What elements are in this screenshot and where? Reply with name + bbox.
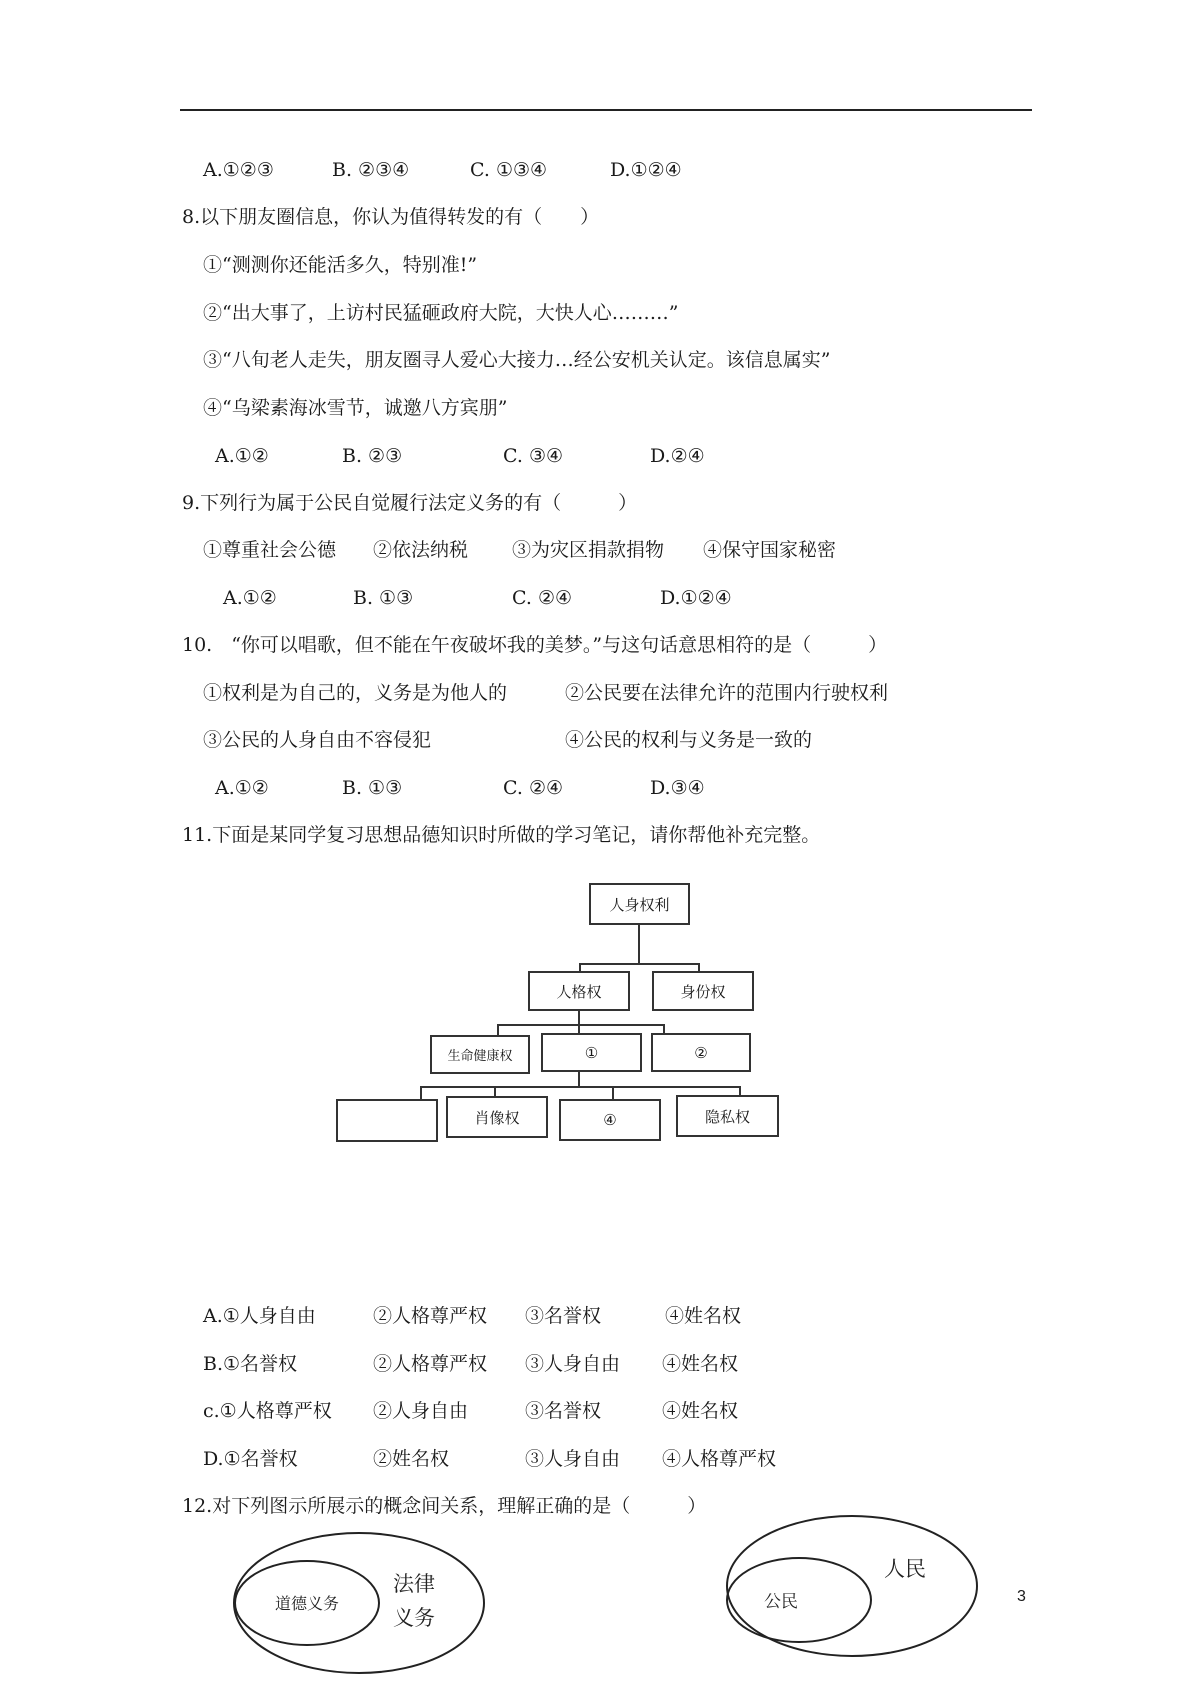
q10-item-1: ①权利是为自己的，义务是为他人的 [203, 682, 508, 704]
legal-label-2: 义务 [393, 1606, 435, 1630]
q10-item-3: ③公民的人身自由不容侵犯 [203, 729, 432, 751]
node-portrait-rights: 肖像权 [446, 1096, 548, 1138]
q7-option-b[interactable]: B. ②③④ [332, 159, 410, 181]
q11-option-c-4: ④姓名权 [662, 1400, 739, 1422]
q9-item-1: ①尊重社会公德 [203, 539, 337, 561]
q8-item-4: ④“乌梁素海冰雪节，诚邀八方宾朋” [203, 397, 508, 419]
q11-option-d-4: ④人格尊严权 [662, 1448, 777, 1470]
node-blank-4: ④ [559, 1099, 661, 1141]
node-personality-rights: 人格权 [528, 971, 630, 1011]
q9-item-4: ④保守国家秘密 [703, 539, 837, 561]
venn-right [727, 1516, 977, 1656]
node-blank-1: ① [541, 1033, 642, 1072]
q11-option-a-4: ④姓名权 [665, 1305, 742, 1327]
q8-option-d[interactable]: D.②④ [650, 445, 705, 467]
page-number: 3 [1017, 1588, 1026, 1605]
citizen-ellipse [727, 1558, 871, 1642]
node-root: 人身权利 [589, 883, 690, 925]
venn-left [234, 1533, 484, 1673]
q8-option-a[interactable]: A.①② [215, 445, 269, 467]
q8-item-3: ③“八旬老人走失，朋友圈寻人爱心大接力…经公安机关认定。该信息属实” [203, 349, 831, 371]
node-blank-2: ② [651, 1033, 751, 1072]
q10-item-4: ④公民的权利与义务是一致的 [565, 729, 813, 751]
q9-item-2: ②依法纳税 [373, 539, 469, 561]
node-identity-rights: 身份权 [652, 971, 754, 1011]
q11-option-a[interactable]: A.①人身自由 [203, 1305, 316, 1327]
q9-option-d[interactable]: D.①②④ [660, 587, 732, 609]
q7-option-c[interactable]: C. ①③④ [470, 159, 548, 181]
q11-option-c-2: ②人身自由 [373, 1400, 469, 1422]
q8-option-b[interactable]: B. ②③ [342, 445, 403, 467]
q9-stem: 9.下列行为属于公民自觉履行法定义务的有（ ） [182, 492, 638, 514]
q10-item-2: ②公民要在法律允许的范围内行驶权利 [565, 682, 889, 704]
q11-option-b-4: ④姓名权 [662, 1353, 739, 1375]
q10-option-a[interactable]: A.①② [215, 777, 269, 799]
q10-stem: 10. “你可以唱歌，但不能在午夜破坏我的美梦。”与这句话意思相符的是（ ） [182, 634, 888, 656]
q11-option-d[interactable]: D.①名誉权 [203, 1448, 298, 1470]
q11-option-b-3: ③人身自由 [525, 1353, 621, 1375]
q11-option-d-3: ③人身自由 [525, 1448, 621, 1470]
q8-option-c[interactable]: C. ③④ [503, 445, 564, 467]
q11-option-c-3: ③名誉权 [525, 1400, 602, 1422]
moral-duty-label: 道德义务 [274, 1594, 340, 1613]
legal-label-1: 法律 [393, 1572, 435, 1596]
q10-option-d[interactable]: D.③④ [650, 777, 705, 799]
q7-option-a[interactable]: A.①②③ [203, 159, 274, 181]
q10-option-b[interactable]: B. ①③ [342, 777, 403, 799]
q10-option-c[interactable]: C. ②④ [503, 777, 564, 799]
q11-option-a-3: ③名誉权 [525, 1305, 602, 1327]
q11-option-b[interactable]: B.①名誉权 [203, 1353, 298, 1375]
node-life-health: 生命健康权 [430, 1035, 530, 1074]
people-label: 人民 [884, 1557, 926, 1581]
q9-option-c[interactable]: C. ②④ [512, 587, 573, 609]
q9-option-a[interactable]: A.①② [223, 587, 277, 609]
q9-option-b[interactable]: B. ①③ [353, 587, 414, 609]
q12-stem: 12.对下列图示所展示的概念间关系，理解正确的是（ ） [182, 1495, 707, 1517]
q7-option-d[interactable]: D.①②④ [610, 159, 682, 181]
q11-option-d-2: ②姓名权 [373, 1448, 450, 1470]
q8-item-2: ②“出大事了，上访村民猛砸政府大院，大快人心………” [203, 302, 679, 324]
node-privacy-rights: 隐私权 [676, 1095, 779, 1137]
legal-duty-ellipse [234, 1533, 484, 1673]
q8-stem: 8.以下朋友圈信息，你认为值得转发的有（ ） [182, 206, 600, 228]
q11-option-c[interactable]: c.①人格尊严权 [203, 1400, 332, 1422]
q11-option-b-2: ②人格尊严权 [373, 1353, 488, 1375]
q9-item-3: ③为灾区捐款捐物 [512, 539, 665, 561]
q8-item-1: ①“测测你还能活多久，特别准!” [203, 254, 478, 276]
q11-stem: 11.下面是某同学复习思想品德知识时所做的学习笔记，请你帮他补充完整。 [182, 824, 821, 846]
citizen-label: 公民 [764, 1592, 798, 1612]
people-ellipse [727, 1516, 977, 1656]
q11-option-a-2: ②人格尊严权 [373, 1305, 488, 1327]
